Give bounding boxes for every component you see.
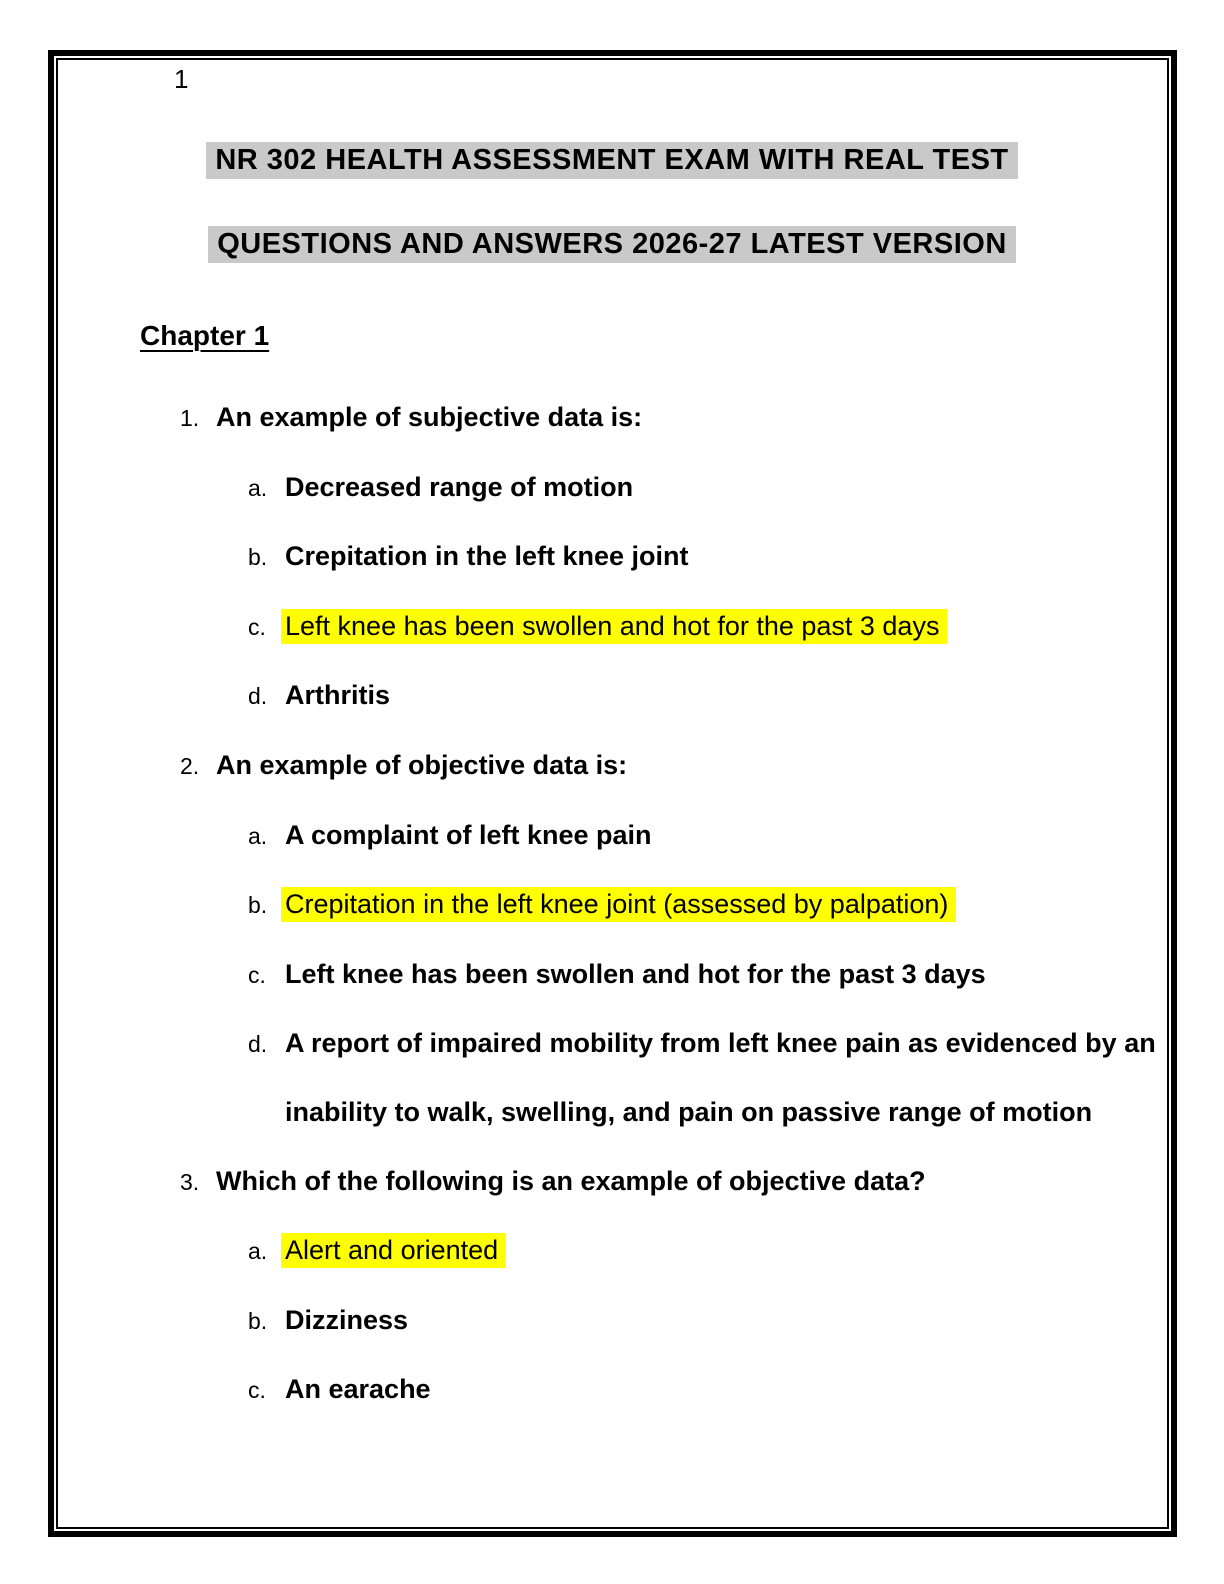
option-letter: a. xyxy=(248,474,268,501)
option-row xyxy=(248,801,1170,871)
question-number: 1. xyxy=(180,405,200,431)
option-letter: b. xyxy=(248,1307,268,1334)
option-text: Dizziness xyxy=(285,1304,409,1335)
title-line-1 xyxy=(57,141,1167,184)
question-row xyxy=(180,1147,1170,1217)
option-letter: a. xyxy=(248,822,268,849)
answer-highlight: Crepitation in the left knee joint (assessed by palpation) xyxy=(281,887,956,922)
question-row xyxy=(180,731,1170,801)
option-row xyxy=(248,940,1170,1010)
option-text: A report of impaired mobility from left knee pain as evidenced by an inability to walk, swelling, and pain on passive range of motion xyxy=(285,1028,1156,1127)
title-line-1-text: NR 302 HEALTH ASSESSMENT EXAM WITH REAL TEST xyxy=(206,142,1017,179)
question-list xyxy=(180,383,1170,1425)
option-text: Left knee has been swollen and hot for the past 3 days xyxy=(285,958,986,989)
option-text xyxy=(285,1216,506,1285)
option-row xyxy=(248,661,1170,731)
option-letter: d. xyxy=(248,1031,268,1058)
option-letter: a. xyxy=(248,1238,268,1265)
option-text xyxy=(285,592,947,661)
option-row-highlighted-answer xyxy=(248,870,1170,940)
question-number: 2. xyxy=(180,752,200,779)
option-text xyxy=(285,870,956,939)
question-text: An example of objective data is: xyxy=(216,749,628,780)
question-text: Which of the following is an example of objective data? xyxy=(216,1165,926,1196)
option-row xyxy=(248,1355,1170,1425)
option-letter: c. xyxy=(248,961,266,988)
option-text: Crepitation in the left knee joint xyxy=(285,541,689,572)
question-text: An example of subjective data is: xyxy=(216,402,643,432)
option-letter: d. xyxy=(248,683,268,710)
chapter-heading: Chapter 1 xyxy=(140,320,270,351)
option-row xyxy=(248,522,1170,592)
option-row xyxy=(248,1286,1170,1356)
question-number: 3. xyxy=(180,1168,200,1195)
option-text: A complaint of left knee pain xyxy=(285,819,652,850)
answer-highlight: Left knee has been swollen and hot for the past 3 days xyxy=(281,609,947,644)
option-row-highlighted-answer xyxy=(248,1216,1170,1286)
question-row xyxy=(180,383,1170,453)
option-letter: b. xyxy=(248,892,268,919)
answer-highlight: Alert and oriented xyxy=(281,1233,506,1268)
option-text: Arthritis xyxy=(285,680,391,711)
option-row xyxy=(248,453,1170,523)
option-letter: c. xyxy=(248,1377,266,1404)
option-row xyxy=(248,1009,1170,1146)
option-text: An earache xyxy=(285,1374,431,1405)
option-text: Decreased range of motion xyxy=(285,471,634,502)
document-title xyxy=(57,141,1167,309)
title-line-2-text: QUESTIONS AND ANSWERS 2026-27 LATEST VERSION xyxy=(208,226,1016,263)
page-number: 1 xyxy=(174,64,189,94)
option-letter: b. xyxy=(248,544,268,571)
option-row-highlighted-answer xyxy=(248,592,1170,662)
title-line-2 xyxy=(57,225,1167,268)
option-letter: c. xyxy=(248,613,266,640)
